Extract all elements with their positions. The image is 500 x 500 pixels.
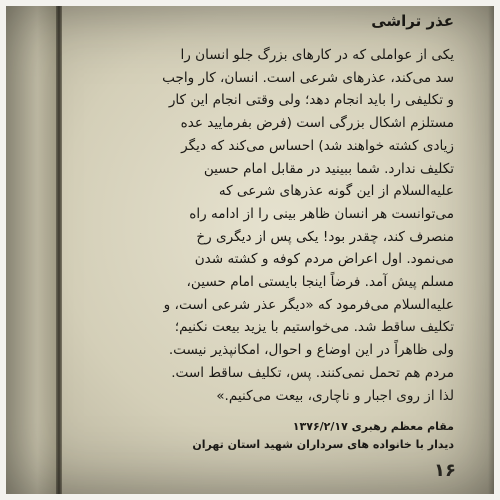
text-line: سد می‌کند، عذرهای شرعی است. انسان، کار واجب bbox=[162, 69, 454, 86]
source-event: دیدار با خانواده های سرداران شهید استان تهران bbox=[192, 438, 454, 451]
text-line: می‌نمود. اول اعراض مردم کوفه و کشته شدن bbox=[194, 251, 454, 268]
quote-source bbox=[82, 418, 454, 454]
left-page-edge bbox=[0, 0, 62, 500]
page-number: ۱۶ bbox=[434, 460, 456, 481]
text-line: ولی ظاهراً در این اوضاع و احوال، امکانپذیر نیست. bbox=[168, 342, 454, 359]
text-line: مستلزم اشکال بزرگی است (فرض بفرمایید عده bbox=[180, 115, 454, 132]
page-heading: عذر تراشی bbox=[371, 12, 454, 30]
text-line: و تکلیفی را باید انجام دهد؛ ولی وقتی انجام این کار bbox=[168, 92, 454, 109]
page-text bbox=[82, 12, 454, 407]
text-line: تکلیف ندارد. شما ببینید در مقابل امام حسین bbox=[203, 160, 454, 177]
text-line: مردم هم تحمل نمی‌کنند. پس، تکلیف ساقط است. bbox=[171, 364, 454, 381]
text-line: علیه‌السلام می‌فرمود که «دیگر عذر شرعی است، و bbox=[163, 296, 454, 313]
text-line: تکلیف ساقط شد. می‌خواستیم با یزید بیعت نکنیم؛ bbox=[174, 319, 454, 336]
source-author: مقام معظم رهبری ۱۳۷۶/۲/۱۷ bbox=[292, 420, 454, 433]
text-line: منصرف کند، چقدر بود! یکی پس از دیگری رخ bbox=[196, 228, 454, 245]
book-gutter bbox=[56, 0, 62, 500]
text-line: علیه‌السلام از این گونه عذرهای شرعی که bbox=[218, 183, 454, 200]
text-line: مسلم پیش آمد. فرضاً اینجا بایستی امام حسین، bbox=[186, 274, 454, 291]
text-line: می‌توانست هر انسان ظاهر بینی را از ادامه راه bbox=[189, 205, 454, 222]
text-line: یکی از عواملی که در کارهای بزرگ جلو انسان را bbox=[180, 47, 454, 63]
text-line: زیادی کشته خواهند شد) احساس می‌کند که دیگر bbox=[181, 137, 454, 154]
page-shadow bbox=[488, 0, 500, 500]
text-line: لذا از روی اجبار و ناچاری، بیعت می‌کنیم.» bbox=[216, 387, 454, 404]
